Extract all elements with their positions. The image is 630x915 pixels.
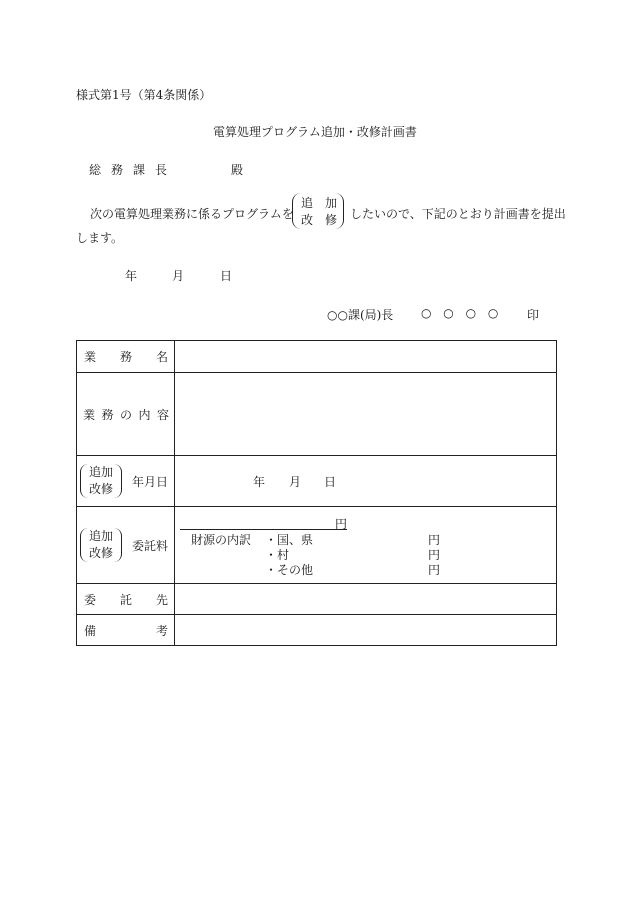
label-remarks: [77, 615, 175, 646]
label-contractor: [77, 584, 175, 615]
sender-name-placeholder: ○ ○ ○ ○: [421, 306, 499, 320]
label-char: 考: [155, 623, 168, 638]
breakdown-item-national: ・国、県: [265, 533, 314, 547]
row-commission-fee: [77, 507, 557, 584]
row-business-name: [77, 341, 557, 373]
addressee-honorific: 殿: [231, 163, 244, 177]
date-day-label: 日: [220, 269, 233, 283]
breakdown-yen-unit: 円: [428, 563, 441, 577]
add-modify-bracket: [292, 193, 344, 229]
sender-title: ○○課(局)長: [327, 308, 394, 322]
label-char: 先: [155, 592, 168, 607]
bracket-option-add: 追 加: [301, 196, 338, 210]
label-business-name: [77, 341, 175, 373]
date-month-label: 月: [172, 269, 185, 283]
label-char: 務: [101, 407, 114, 422]
bracket-option-add: 追加: [89, 465, 114, 479]
value-business-content[interactable]: [175, 373, 557, 456]
row-remarks: [77, 615, 557, 646]
body-text-end: したいので、下記のとおり計画書を提出: [350, 207, 566, 221]
label-business-content: [77, 373, 175, 456]
bracket-option-modify: 改修: [89, 482, 114, 496]
breakdown-yen-unit: 円: [428, 548, 441, 562]
value-date[interactable]: [175, 456, 557, 507]
row-contractor: [77, 584, 557, 615]
value-contractor[interactable]: [175, 584, 557, 615]
year-label: 年: [253, 475, 266, 489]
bracket-option-modify: 改 修: [301, 213, 338, 227]
bracket-option-modify: 改修: [89, 546, 114, 560]
label-commission-fee: [77, 507, 175, 584]
label-char: 業: [83, 407, 96, 422]
add-modify-bracket: [80, 464, 122, 498]
value-business-name[interactable]: [175, 341, 557, 373]
form-number: 様式第1号（第4条関係）: [76, 88, 212, 102]
label-char: 備: [84, 623, 97, 638]
label-date: [77, 456, 175, 507]
label-char: 務: [119, 350, 132, 364]
plan-form-table: [76, 340, 557, 646]
breakdown-item-village: ・村: [265, 548, 290, 562]
add-modify-bracket: [80, 528, 122, 562]
date-year-label: 年: [125, 269, 138, 283]
value-remarks[interactable]: [175, 615, 557, 646]
day-label: 日: [324, 475, 337, 489]
addressee: 総務課長: [89, 163, 178, 177]
row-date: [77, 456, 557, 507]
label-char: 名: [155, 350, 168, 364]
total-amount-underline: [180, 529, 347, 530]
breakdown-item-other: ・その他: [265, 563, 314, 577]
seal-mark: 印: [527, 308, 540, 322]
bracket-option-add: 追加: [89, 529, 114, 543]
label-char: の: [119, 407, 132, 422]
label-char: 内: [138, 407, 151, 422]
month-label: 月: [289, 475, 302, 489]
breakdown-label: 財源の内訳: [191, 533, 252, 547]
label-char: 容: [156, 407, 169, 422]
label-text: 年月日: [132, 474, 169, 489]
document-title: 電算処理プログラム追加・改修計画書: [213, 125, 417, 139]
row-business-content: [77, 373, 557, 456]
value-commission-fee[interactable]: [175, 507, 557, 584]
label-text: 委託料: [132, 538, 169, 553]
body-text-line2: します。: [76, 231, 124, 245]
label-char: 業: [84, 350, 97, 364]
breakdown-yen-unit: 円: [428, 533, 441, 547]
label-char: 託: [119, 592, 132, 607]
body-text-start: 次の電算処理業務に係るプログラムを: [90, 207, 294, 221]
label-char: 委: [84, 592, 97, 607]
total-yen-unit: 円: [335, 517, 348, 531]
